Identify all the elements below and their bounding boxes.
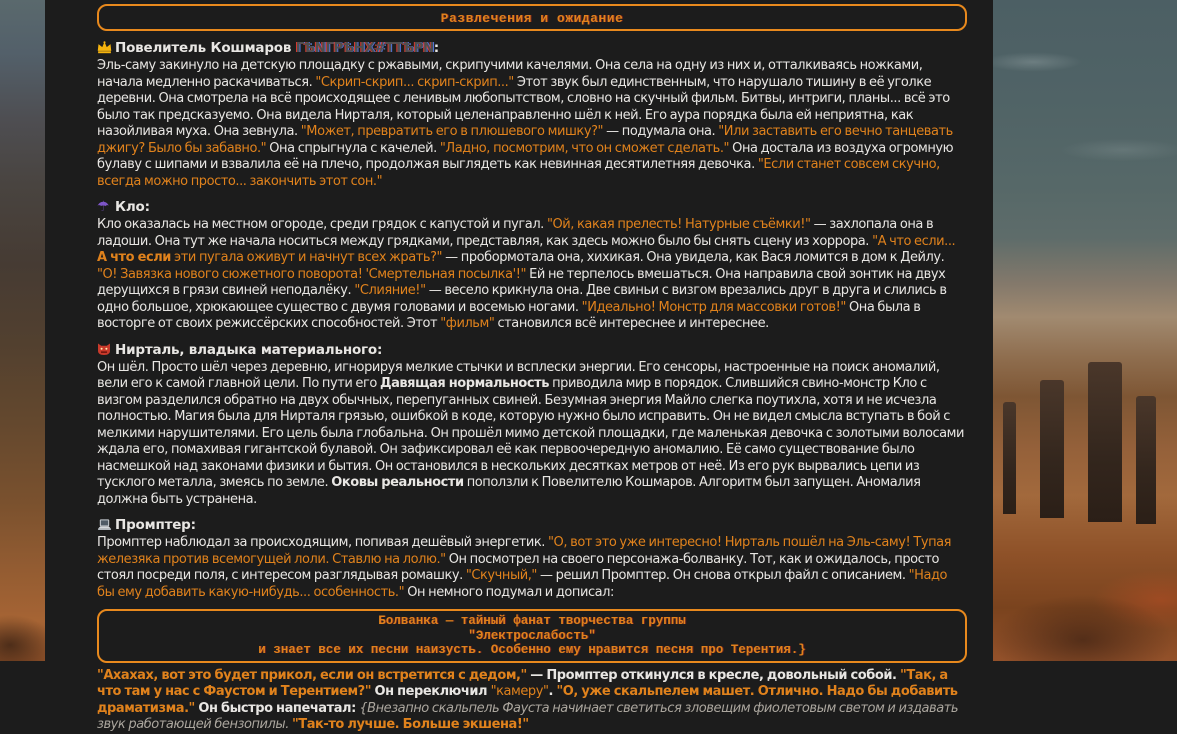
- quote-text: "фильм": [440, 316, 495, 331]
- narration-text: становился всё интереснее и интереснее.: [494, 316, 769, 331]
- character-name: Нирталь, владыка материального: [115, 341, 377, 358]
- character-note-line: "Электрослабость": [468, 628, 596, 643]
- quote-text: "О! Завязка нового сюжетного поворота! 'Смертельная посылка'!": [97, 266, 527, 282]
- story-paragraph: [97, 58, 967, 190]
- character-name: Кло: [115, 199, 145, 215]
- narration-text-bold: Он переключил: [371, 684, 491, 699]
- character-note-box: [97, 609, 967, 663]
- header-colon: :: [376, 341, 383, 358]
- ogre-icon: [97, 342, 115, 358]
- laptop-icon: [97, 517, 115, 533]
- section-header-prompter: [97, 517, 967, 533]
- quote-text: "А что если...: [872, 233, 956, 249]
- quote-text: "Слияние!": [354, 283, 426, 298]
- story-log-panel[interactable]: [45, 0, 993, 732]
- quote-text: "Может, превратить его в плюшевого мишку?": [300, 124, 604, 139]
- section-header-nirtal: [97, 342, 967, 358]
- umbrella-icon: ☂: [97, 199, 110, 215]
- quote-text: "Надо бы ему добавить какую-нибудь... особенность.": [97, 568, 948, 600]
- quote-text: "Скучный,": [465, 568, 537, 583]
- character-note-line: Болванка — тайный фанат творчества группы: [378, 614, 686, 628]
- background-left-strip: [0, 0, 45, 661]
- narration-text: Он немного подумал и дописал:: [404, 584, 614, 600]
- background-right-strip: [993, 0, 1177, 661]
- narration-text-bold: Он быстро напечатал:: [194, 700, 360, 716]
- narration-text: Промптер наблюдал за происходящим, попивая дешёвый энергетик.: [97, 535, 549, 550]
- quote-text-bold: А что если: [97, 250, 171, 265]
- narration-text-bold: Давящая нормальность: [379, 376, 550, 391]
- quote-text: "Если станет совсем скучно, всегда можно просто... закончить этот сон.": [97, 157, 940, 189]
- character-name: Промптер: [115, 517, 191, 533]
- narration-text: приводила мир в порядок. Слившийся свино-монстр Кло с визгом разделился обратно на двух обычных, перепуганных свиней. Безумная энергия Майло слегка поутихла, хотя и не исчезла полностью. Магия была для Нирталя грязью, ошибкой в коде, которую нужно было исправить. Он не видел смысла вступать в бой с мелкими нарушителями. Его цель была глобальна. Он прошёл мимо детской площадки, где маленькая девочка с золотыми волосами ждала его, помахивая гигантской булавой. Он зафиксировал её как первоочередную аномалию. Её само существование было насмешкой над законами физики и бытия. Он остановился в нескольких десятках метров от неё. Из его рук вырвались цепи из тусклого металла, змеясь по земле.: [97, 376, 965, 490]
- narration-text: Он посмотрел на своего персонажа-болванку. Тот, как и ожидалось, просто стоял посреди поля, с интересом разглядывая ромашку.: [97, 551, 939, 583]
- character-note-line: и знает все их песни наизусть. Особенно ему нравится песня про Терентия.}: [258, 643, 806, 657]
- header-colon: :: [433, 40, 439, 56]
- narration-text: Этот звук был единственным, что нарушало тишину в её уголке деревни. Она смотрела на всё происходящее с ленивым любопытством, словно на скучный фильм. Битвы, интриги, планы... всё это было так предсказуемо. Она видела Нирталя, который целенаправленно шёл к ней. Его аура порядка была ей неприятна, как назойливая муха. Она зевнула.: [97, 74, 950, 139]
- narration-text-bold: Оковы реальности: [331, 475, 464, 490]
- chapter-title-box: [97, 4, 967, 31]
- narration-text: Ей не терпелось вмешаться. Она направила свой зонтик на двух дерущихся в грязи свиней неподалёку.: [97, 266, 946, 298]
- quote-text: "Скрип-скрип... скрип-скрип...": [315, 74, 514, 90]
- quote-text: "Ладно, посмотрим, что он сможет сделать.": [439, 140, 730, 156]
- quote-text: "Или заставить его вечно танцевать джигу? Было бы забавно.": [97, 124, 953, 156]
- quote-text-bold: "О, уже скальпелем машет. Отлично. Надо бы добавить драматизма.": [97, 684, 958, 716]
- narration-text: Она достала из воздуха огромную булаву с шипами и взвалила её на плечо, продолжая выглядеть как невинная десятилетняя девочка.: [97, 140, 954, 172]
- header-colon: :: [144, 199, 150, 215]
- section-header-nightmare-lord: [97, 40, 967, 56]
- quote-text: "Идеально! Монстр для массовки готов!": [581, 299, 846, 315]
- narration-text: Она спрыгнула с качелей.: [266, 140, 440, 156]
- quote-text: "Ой, какая прелесть! Натурные съёмки!": [546, 217, 811, 232]
- quote-text: эти пугала оживут и начнут всех жрать?": [170, 250, 443, 265]
- rock-spire: [1136, 396, 1156, 524]
- chapter-title: Развлечения и ожидание: [440, 11, 624, 26]
- glitch-name: ΓѢΝΓΡѢΗΧ#ΤΤѢΡΝ: [295, 40, 434, 56]
- narration-text: Он шёл. Просто шёл через деревню, игнорируя мелкие стычки и всплески энергии. Его сенсоры, настроенные на поиск аномалий, вели его к самой главной цели. По пути его: [97, 359, 940, 391]
- narration-text: — пробормотала она, хихикая. Она увидела, как Вася ломится в дом к Дейлу.: [442, 250, 945, 265]
- narration-text: — весело крикнула она. Две свиньи с визгом врезались друг в друга и слились в одно большое, хрюкающее существо с двумя головами и восемью ногами.: [97, 283, 947, 315]
- character-name: Повелитель Кошмаров: [115, 40, 292, 56]
- narration-text-bold: .: [548, 684, 557, 699]
- narration-text: — решил Промптер. Он снова открыл файл с описанием.: [536, 568, 909, 583]
- prompt-insert-text: {Внезапно скальпель Фауста начинает светиться зловещим фиолетовым светом и издавать звук работающей бензопилы.: [97, 700, 959, 732]
- narration-text: Эль-саму закинуло на детскую площадку с ржавыми, скрипучими качелями. Она села на одну из них и, отталкиваясь ножками, начала медленно раскачиваться.: [97, 58, 923, 90]
- rock-spire: [1040, 380, 1064, 518]
- narration-text: Она была в восторге от своих режиссёрских способностей. Этот: [97, 299, 921, 331]
- narration-text: — подумала она.: [603, 124, 719, 139]
- quote-text-bold: "Так-то лучше. Больше экшена!": [291, 717, 529, 732]
- story-paragraph: [97, 668, 967, 734]
- quote-text: "камеру": [490, 684, 549, 699]
- story-paragraph: [97, 217, 967, 333]
- crown-icon: [97, 40, 115, 56]
- quote-text: "О, вот это уже интересно! Нирталь пошёл на Эль-саму! Тупая железяка против всемогущей лоли. Ставлю на лолю.": [97, 535, 952, 567]
- quote-text-bold: "Так, а что там у нас с Фаустом и Терентием?": [97, 667, 948, 699]
- story-paragraph: [97, 535, 967, 601]
- header-colon: :: [190, 517, 196, 533]
- narration-text: Кло оказалась на местном огороде, среди грядок с капустой и пугал.: [97, 217, 547, 232]
- section-header-klo: [97, 199, 967, 215]
- story-paragraph: [97, 360, 967, 509]
- narration-text: поползли к Повелителю Кошмаров. Алгоритм был запущен. Аномалия должна быть устранена.: [97, 475, 921, 507]
- narration-text-bold: — Промптер откинулся в кресле, довольный собой.: [526, 667, 901, 683]
- narration-text: — захлопала она в ладоши. Она тут же начала носиться между грядками, представляя, как здесь можно было бы снять сцену из хоррора.: [97, 217, 934, 249]
- rock-spire: [1088, 362, 1122, 522]
- rock-spire: [1003, 402, 1016, 514]
- quote-text-bold: "Ахахах, вот это будет прикол, если он встретится с дедом,": [97, 667, 527, 683]
- story-content: [97, 40, 967, 734]
